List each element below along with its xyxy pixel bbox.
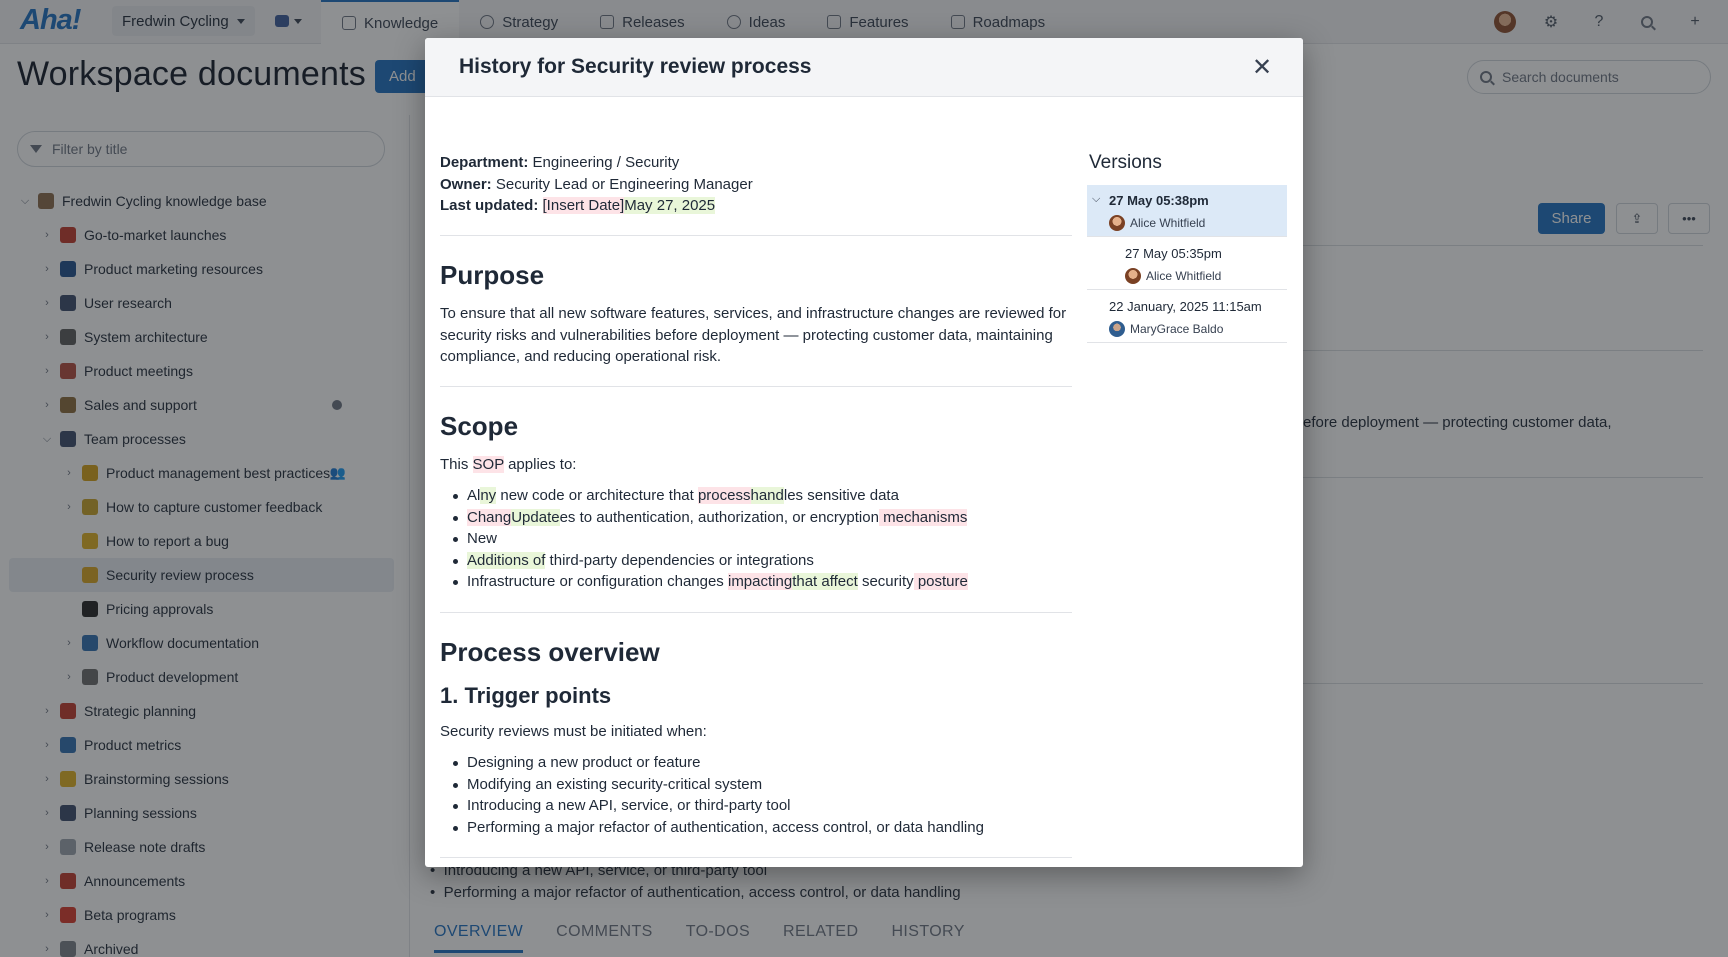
list-item: ChangUpdatees to authentication, authorization, or encryption mechanisms (440, 507, 968, 529)
version-diff-content[interactable] (440, 97, 1072, 867)
list-item: Performing a major refactor of authentication, access control, or data handling (440, 817, 984, 839)
divider (440, 235, 1072, 236)
list-item: New (440, 528, 968, 550)
version-author: Alice Whitfield (1109, 215, 1205, 231)
department-line: Department: Engineering / Security (440, 154, 680, 171)
modal-header (425, 38, 1303, 97)
divider (440, 612, 1072, 613)
avatar (1109, 321, 1125, 337)
list-item: Introducing a new API, service, or third-party tool (440, 795, 984, 817)
process-heading: Process overview (440, 637, 660, 667)
divider (440, 857, 1072, 858)
version-author: Alice Whitfield (1125, 268, 1221, 284)
version-item[interactable] (1087, 185, 1287, 237)
list-item: Infrastructure or configuration changes impactingthat affect security posture (440, 571, 968, 593)
deleted-text: SOP (472, 456, 504, 473)
scope-intro: This SOP applies to: (440, 456, 577, 473)
version-date: 22 January, 2025 11:15am (1109, 299, 1262, 314)
history-modal (425, 38, 1303, 867)
version-date: 27 May 05:38pm (1109, 193, 1209, 208)
trigger-intro: Security reviews must be initiated when: (440, 723, 707, 740)
version-date: 27 May 05:35pm (1125, 246, 1222, 261)
version-item[interactable] (1087, 291, 1287, 343)
scope-list (440, 485, 968, 593)
purpose-heading: Purpose (440, 260, 545, 290)
deleted-text: [Insert Date] (542, 197, 625, 214)
chevron-down-icon: ⌵ (1092, 193, 1101, 205)
scope-heading: Scope (440, 411, 519, 441)
list-item: Designing a new product or feature (440, 752, 984, 774)
version-author: MaryGrace Baldo (1109, 321, 1223, 337)
inserted-text: May 27, 2025 (624, 197, 716, 214)
versions-title: Versions (1089, 152, 1162, 173)
document-meta (440, 152, 753, 217)
modal-title: History for Security review process (459, 55, 812, 78)
list-item: Additions of third-party dependencies or integrations (440, 550, 968, 572)
list-item: Modifying an existing security-critical system (440, 774, 984, 796)
last-updated-line: Last updated: [Insert Date]May 27, 2025 (440, 197, 716, 214)
version-item[interactable] (1087, 238, 1287, 290)
close-icon[interactable]: ✕ (1251, 53, 1273, 81)
divider (440, 386, 1072, 387)
purpose-text: To ensure that all new software features, services, and infrastructure changes are reviewed for security risks and vulnerabilities before deployment — protecting customer data, maintaining compliance, and reducing operational risk. (440, 305, 1067, 365)
avatar (1109, 215, 1125, 231)
trigger-list (440, 752, 984, 838)
avatar (1125, 268, 1141, 284)
owner-line: Owner: Security Lead or Engineering Manager (440, 175, 753, 193)
list-item: Alny new code or architecture that processhandles sensitive data (440, 485, 968, 507)
trigger-heading: 1. Trigger points (440, 683, 612, 708)
